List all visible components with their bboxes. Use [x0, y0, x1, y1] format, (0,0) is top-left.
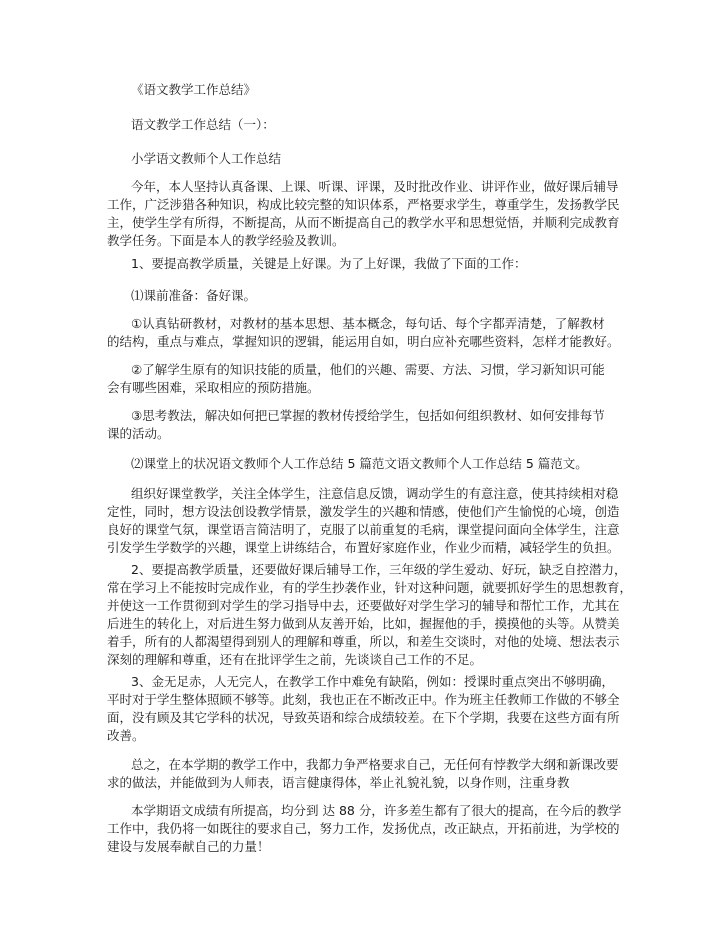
paragraph-line: 组织好课堂教学，关注全体学生，注意信息反馈，调动学生的有意注意，使其持续相对稳 [131, 486, 619, 501]
paragraph-line: 面，没有顾及其它学科的状况，导致英语和综合成绩较差。在下个学期，我要在这些方面有所 [107, 710, 620, 725]
paragraph-line: 常在学习上不能按时完成作业，有的学生抄袭作业，针对这种问题，就要抓好学生的思想教育， [107, 580, 633, 595]
paragraph-line: 平时对于学生整体照顾不够等。此刻，我也正在不断改正中。作为班主任教师工作做的不够全 [107, 692, 620, 707]
paragraph-line: ①认真钻研教材，对教材的基本思想、基本概念，每句话、每个字都弄清楚，了解教材 [131, 316, 605, 331]
paragraph-line: 着手，所有的人都渴望得到别人的理解和尊重，所以，和差生交谈时，对他的处境、想法表示 [107, 634, 620, 649]
paragraph-line: 工作中，我仍将一如既往的要求自己，努力工作，发扬优点，改正缺点，开拓前进，为学校的 [107, 821, 620, 836]
sub-heading: ⑴课前准备：备好课。 [131, 288, 257, 303]
paragraph-line: 2、要提高教学质量，还要做好课后辅导工作，三年级的学生爱动、好玩，缺乏自控潜力， [131, 562, 627, 577]
paragraph-line: 会有哪些困难，采取相应的预防措施。 [107, 380, 320, 395]
paragraph-line: 3、金无足赤，人无完人，在教学工作中难免有缺陷，例如：授课时重点突出不够明确， [131, 674, 614, 689]
paragraph-line: 主，使学生学有所得，不断提高，从而不断提高自己的教学水平和思想觉悟，并顺利完成教育 [107, 215, 620, 230]
paragraph-line: 良好的课堂气氛，课堂语言简洁明了，克服了以前重复的毛病，课堂提问面向全体学生，注意 [107, 522, 620, 537]
paragraph-line: 建设与发展奉献自己的力量！ [107, 839, 270, 854]
paragraph-line: 改善。 [107, 728, 145, 743]
paragraph-line: 本学期语文成绩有所提高，均分到 达 88 分，许多差生都有了很大的提高，在今后的教学 [131, 803, 622, 818]
paragraph-line: 课的活动。 [107, 426, 170, 441]
point-heading: 1、要提高教学质量，关键是上好课。为了上好课，我做了下面的工作： [131, 256, 527, 271]
paragraph-line: 后进生的转化上，对后进生努力做到从友善开始，比如，握握他的手，摸摸他的头等。从赞美 [107, 616, 620, 631]
paragraph-line: ③思考教法，解决如何把已掌握的教材传授给学生，包括如何组织教材、如何安排每节 [131, 408, 605, 423]
document-subtitle: 语文教学工作总结（一）： [131, 117, 275, 132]
paragraph-line: 的结构，重点与难点，掌握知识的逻辑，能运用自如，明白应补充哪些资料，怎样才能教好。 [107, 334, 620, 349]
paragraph-line: 引发学生学数学的兴趣，课堂上讲练结合，布置好家庭作业，作业少而精，减轻学生的负担。 [107, 540, 620, 555]
paragraph-line: 工作，广泛涉猎各种知识，构成比较完整的知识体系，严格要求学生，尊重学生，发扬教学民 [107, 197, 620, 212]
paragraph-line: 总之，在本学期的教学工作中，我都力争严格要求自己，无任何有悖教学大纲和新课改要 [131, 757, 619, 772]
paragraph-line: 定性，同时，想方设法创设教学情景，激发学生的兴趣和情感，使他们产生愉悦的心境，创造 [107, 504, 620, 519]
sub-heading: ⑵课堂上的状况语文教师个人工作总结 5 篇范文语文教师个人工作总结 5 篇范文。 [131, 456, 588, 471]
paragraph-line: 求的做法，并能做到为人师表，语言健康得体，举止礼貌礼貌，以身作则，注重身教 [107, 775, 570, 790]
paragraph-line: 并使这一工作贯彻到对学生的学习指导中去，还要做好对学生学习的辅导和帮忙工作，尤其在 [107, 598, 620, 613]
section-heading: 小学语文教师个人工作总结 [131, 151, 282, 166]
paragraph-line: ②了解学生原有的知识技能的质量，他们的兴趣、需要、方法、习惯，学习新知识可能 [131, 362, 605, 377]
paragraph-line: 深刻的理解和尊重，还有在批评学生之前，先谈谈自己工作的不足。 [107, 652, 483, 667]
paragraph-line: 今年，本人坚持认真备课、上课、听课、评课，及时批改作业、讲评作业，做好课后辅导 [131, 179, 619, 194]
document-title: 《语文教学工作总结》 [131, 82, 257, 97]
paragraph-line: 教学任务。下面是本人的教学经验及教训。 [107, 233, 345, 248]
